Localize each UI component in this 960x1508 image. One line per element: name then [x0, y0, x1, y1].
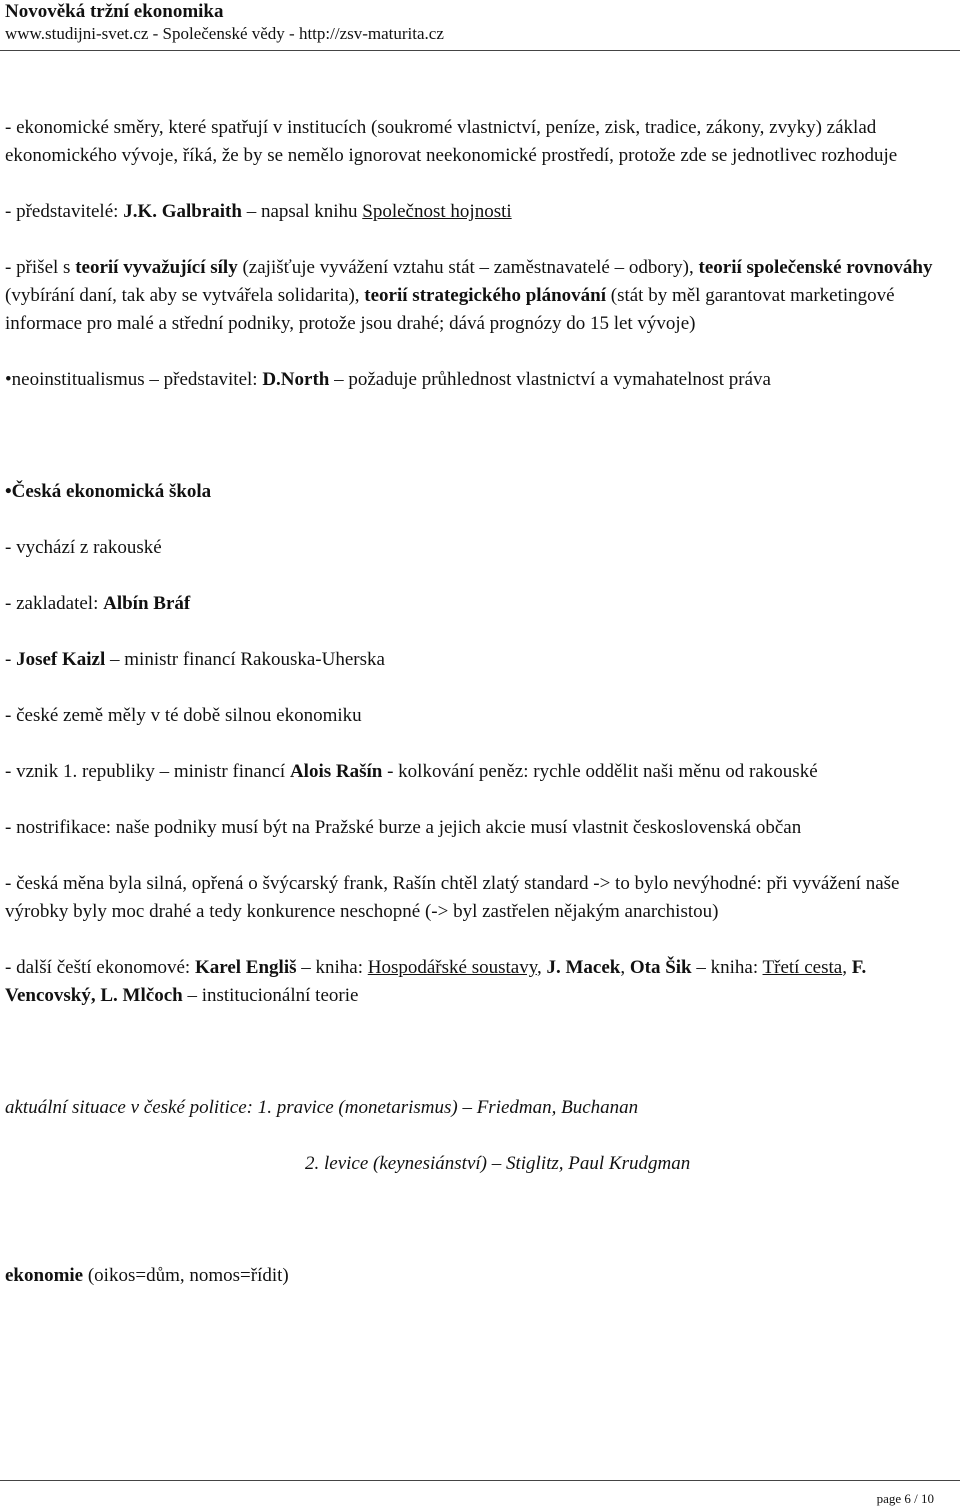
- name-galbraith: J.K. Galbraith: [123, 201, 242, 222]
- paragraph-rasin: - vznik 1. republiky – ministr financí Alois Rašín - kolkování peněz: rychle oddělit naši měnu od rakouské: [5, 761, 818, 782]
- paragraph-zakladatel: - zakladatel: Albín Bráf: [5, 593, 191, 614]
- paragraph-neoinstitualismus: •neoinstitualismus – představitel: D.North – požaduje průhlednost vlastnictví a vymahatelnost práva: [5, 369, 771, 390]
- book-title: Společnost hojnosti: [362, 201, 512, 222]
- document-title: Novověká tržní ekonomika: [5, 1, 224, 22]
- paragraph-teorie: - přišel s teorií vyvažující síly (zajišťuje vyvážení vztahu stát – zaměstnavatelé – odbory), teorií společenské rovnováhy (vybírání daní, tak aby se vytvářela solidarita), teorií strategického plánování (stát by měl garantovat marketingové informace pro malé a střední podniky, protože jsou drahé; dává prognózy do 15 let vývoje): [5, 257, 933, 334]
- paragraph-vychazi: - vychází z rakouské: [5, 537, 162, 558]
- paragraph-institucionalismus: - ekonomické směry, které spatřují v institucích (soukromé vlastnictví, peníze, zisk, tradice, zákony, zvyky) základ ekonomického vývoje, říká, že by se nemělo ignorovat neekonomické prostředí, protože zde se jednotlivec rozhoduje: [5, 117, 898, 166]
- header-divider: [0, 50, 960, 51]
- document-subtitle: www.studijni-svet.cz - Společenské vědy - http://zsv-maturita.cz: [5, 24, 444, 43]
- paragraph-ekonomie: ekonomie (oikos=dům, nomos=řídit): [5, 1265, 289, 1286]
- paragraph-predstavitele: - představitelé: J.K. Galbraith – napsal knihu Společnost hojnosti: [5, 201, 512, 222]
- paragraph-kaizl: - Josef Kaizl – ministr financí Rakouska-Uherska: [5, 649, 385, 670]
- paragraph-levice: 2. levice (keynesiánství) – Stiglitz, Paul Krudgman: [305, 1153, 691, 1174]
- paragraph-ekonomove: - další čeští ekonomové: Karel Engliš – kniha: Hospodářské soustavy, J. Macek, Ota Šik – kniha: Třetí cesta, F. Vencovský, L. Mlčoch – institucionální teorie: [5, 957, 867, 1006]
- paragraph-ekonomika: - české země měly v té době silnou ekonomiku: [5, 705, 362, 726]
- document-body: [5, 114, 950, 1290]
- page-number: page 6 / 10: [876, 1491, 934, 1506]
- section-heading: •Česká ekonomická škola: [5, 481, 212, 502]
- name-north: D.North: [262, 369, 330, 390]
- footer-divider: [0, 1480, 960, 1481]
- paragraph-aktualni-situace: aktuální situace v české politice: 1. pravice (monetarismus) – Friedman, Buchanan: [5, 1097, 639, 1118]
- paragraph-nostrifikace: - nostrifikace: naše podniky musí být na Pražské burze a jejich akcie musí vlastnit československá občan: [5, 817, 802, 838]
- page-header: [5, 0, 955, 45]
- paragraph-mena: - česká měna byla silná, opřená o švýcarský frank, Rašín chtěl zlatý standard -> to bylo nevýhodné: při vyvážení naše výrobky byly moc drahé a tedy konkurence neschopné (-> byl zastřelen nějakým anarchistou): [5, 873, 900, 922]
